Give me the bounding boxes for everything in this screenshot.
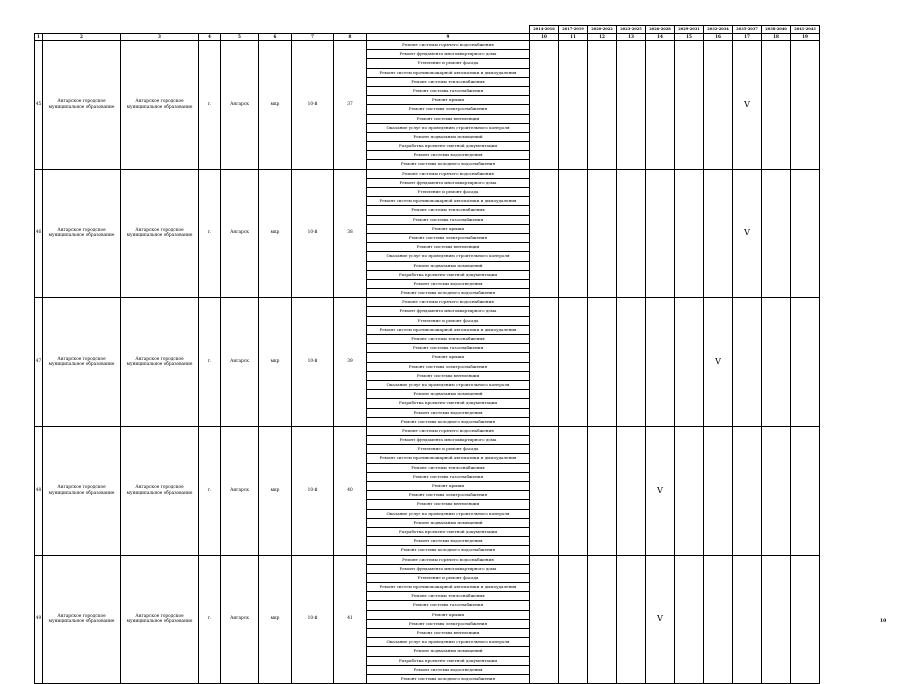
period-cell [733,298,762,427]
period-cell [588,169,617,298]
period-cell [559,169,588,298]
period-cell [588,41,617,170]
work-type-cell: Ремонт крыши [367,224,530,233]
work-type-cell: Ремонт подвальных помещений [367,647,530,656]
period-cell [791,169,820,298]
period-cell [617,41,646,170]
owner-cell: Ангарское городское муниципальное образование [121,426,199,555]
period-cell [617,426,646,555]
street-type-cell: мкр [259,555,292,684]
owner-cell: Ангарское городское муниципальное образование [121,298,199,427]
work-type-cell: Ремонт системы водоотведения [367,279,530,288]
column-number: 7 [292,34,334,41]
work-type-cell: Оказание услуг по проведению строительного контроля [367,380,530,389]
building-number-cell: 38 [334,169,367,298]
period-cell [617,298,646,427]
work-type-cell: Утепление и ремонт фасада [367,59,530,68]
work-type-cell: Ремонт системы газоснабжения [367,601,530,610]
capital-repair-program-table [34,25,820,684]
year-header: 2014-2016 [530,26,559,34]
column-number: 17 [733,34,762,41]
period-cell [559,41,588,170]
work-type-cell: Разработка проектно-сметной документации [367,142,530,151]
year-header: 2032-2034 [704,26,733,34]
period-cell [733,426,762,555]
work-type-cell: Ремонт системы горячего водоснабжения [367,169,530,178]
period-cell [791,555,820,684]
row-number-cell: 48 [35,426,43,555]
owner-cell: Ангарское городское муниципальное образование [43,169,121,298]
work-type-cell: Ремонт фундамента многоквартирного дома [367,50,530,59]
work-type-cell: Оказание услуг по проведению строительного контроля [367,638,530,647]
period-cell [791,298,820,427]
column-number: 6 [259,34,292,41]
work-type-cell: Ремонт подвальных помещений [367,390,530,399]
period-cell [791,426,820,555]
owner-cell: Ангарское городское муниципальное образование [43,555,121,684]
work-type-cell: Ремонт системы теплоснабжения [367,463,530,472]
work-type-cell: Ремонт подвальных помещений [367,132,530,141]
period-cell [704,426,733,555]
period-cell [675,555,704,684]
period-cell [762,555,791,684]
work-type-cell: Ремонт системы холодного водоснабжения [367,546,530,555]
building-number-cell: 39 [334,298,367,427]
street-type-cell: мкр [259,426,292,555]
work-type-cell: Ремонт системы электроснабжения [367,105,530,114]
work-type-cell: Ремонт подвальных помещений [367,261,530,270]
period-cell [559,426,588,555]
work-type-cell: Ремонт системы горячего водоснабжения [367,555,530,564]
street-cell: 10-й [292,169,334,298]
work-type-cell: Ремонт системы холодного водоснабжения [367,289,530,298]
work-type-cell: Ремонт крыши [367,353,530,362]
work-type-cell: Ремонт системы вентиляции [367,371,530,380]
work-type-cell: Ремонт систем противопожарной автоматики и дымоудаления [367,68,530,77]
work-type-cell: Ремонт системы газоснабжения [367,215,530,224]
years-header-row [35,26,820,34]
table-row [35,298,820,307]
work-type-cell: Ремонт системы теплоснабжения [367,206,530,215]
period-cell [646,298,675,427]
work-type-cell: Ремонт системы вентиляции [367,629,530,638]
work-type-cell: Оказание услуг по проведению строительного контроля [367,252,530,261]
work-type-cell: Ремонт системы водоотведения [367,408,530,417]
year-header: 2023-2025 [617,26,646,34]
building-number-cell: 37 [334,41,367,170]
street-cell: 10-й [292,555,334,684]
work-type-cell: Ремонт крыши [367,610,530,619]
period-cell [530,426,559,555]
work-type-cell: Ремонт системы холодного водоснабжения [367,674,530,683]
work-type-cell: Утепление и ремонт фасада [367,445,530,454]
period-cell [530,298,559,427]
work-type-cell: Ремонт системы теплоснабжения [367,592,530,601]
period-cell [704,555,733,684]
settlement-type-cell: г. [199,41,221,170]
work-type-cell: Ремонт крыши [367,482,530,491]
row-number-cell: 46 [35,169,43,298]
page-number: 10 [880,619,887,624]
table-row [35,169,820,178]
work-type-cell: Ремонт системы горячего водоснабжения [367,426,530,435]
column-number: 15 [675,34,704,41]
street-cell: 10-й [292,426,334,555]
work-type-cell: Ремонт системы водоотведения [367,665,530,674]
work-type-cell: Оказание услуг по проведению строительного контроля [367,509,530,518]
work-type-cell: Разработка проектно-сметной документации [367,527,530,536]
work-type-cell: Ремонт системы теплоснабжения [367,77,530,86]
work-type-cell: Оказание услуг по проведению строительного контроля [367,123,530,132]
work-type-cell: Ремонт системы электроснабжения [367,619,530,628]
column-number: 8 [334,34,367,41]
period-cell [675,169,704,298]
work-type-cell: Ремонт систем противопожарной автоматики и дымоудаления [367,325,530,334]
period-cell [530,555,559,684]
work-type-cell: Ремонт системы электроснабжения [367,362,530,371]
table-row [35,426,820,435]
table-body [35,26,820,684]
row-number-cell: 49 [35,555,43,684]
period-cell [559,555,588,684]
year-header: 2035-2037 [733,26,762,34]
column-number: 11 [559,34,588,41]
settlement-cell: Ангарск [221,555,259,684]
period-cell [530,169,559,298]
period-cell [762,41,791,170]
period-mark-cell: V [646,426,675,555]
work-type-cell: Ремонт систем противопожарной автоматики и дымоудаления [367,454,530,463]
row-number-cell: 47 [35,298,43,427]
year-header: 2038-2040 [762,26,791,34]
work-type-cell: Ремонт системы газоснабжения [367,86,530,95]
work-type-cell: Ремонт систем противопожарной автоматики и дымоудаления [367,197,530,206]
street-type-cell: мкр [259,298,292,427]
settlement-type-cell: г. [199,298,221,427]
period-cell [588,298,617,427]
work-type-cell: Утепление и ремонт фасада [367,316,530,325]
owner-cell: Ангарское городское муниципальное образование [43,426,121,555]
period-cell [588,555,617,684]
column-number: 16 [704,34,733,41]
column-number: 2 [43,34,121,41]
work-type-cell: Разработка проектно-сметной документации [367,270,530,279]
work-type-cell: Утепление и ремонт фасада [367,188,530,197]
period-mark-cell: V [704,298,733,427]
work-type-cell: Разработка проектно-сметной документации [367,656,530,665]
owner-cell: Ангарское городское муниципальное образование [43,41,121,170]
owner-cell: Ангарское городское муниципальное образование [121,169,199,298]
table-row [35,41,820,50]
owner-cell: Ангарское городское муниципальное образование [121,41,199,170]
work-type-cell: Ремонт системы вентиляции [367,114,530,123]
settlement-cell: Ангарск [221,41,259,170]
column-number: 14 [646,34,675,41]
period-cell [617,169,646,298]
work-type-cell: Ремонт фундамента многоквартирного дома [367,564,530,573]
column-number: 1 [35,34,43,41]
work-type-cell: Ремонт системы холодного водоснабжения [367,417,530,426]
period-cell [675,426,704,555]
table-row [35,555,820,564]
street-type-cell: мкр [259,41,292,170]
period-mark-cell: V [733,41,762,170]
column-number: 9 [367,34,530,41]
period-cell [646,41,675,170]
year-header: 2020-2022 [588,26,617,34]
street-cell: 10-й [292,298,334,427]
work-type-cell: Ремонт крыши [367,96,530,105]
settlement-cell: Ангарск [221,298,259,427]
period-mark-cell: V [646,555,675,684]
period-cell [530,41,559,170]
column-number-row [35,34,820,41]
period-cell [762,426,791,555]
column-number: 4 [199,34,221,41]
column-number: 10 [530,34,559,41]
row-number-cell: 45 [35,41,43,170]
column-number: 13 [617,34,646,41]
column-number: 12 [588,34,617,41]
year-header: 2041-2043 [791,26,820,34]
column-number: 3 [121,34,199,41]
work-type-cell: Ремонт системы газоснабжения [367,344,530,353]
work-type-cell: Ремонт системы горячего водоснабжения [367,41,530,50]
year-header: 2029-2031 [675,26,704,34]
year-header: 2017-2019 [559,26,588,34]
period-cell [762,298,791,427]
period-cell [762,169,791,298]
period-cell [791,41,820,170]
work-type-cell: Ремонт фундамента многоквартирного дома [367,436,530,445]
work-type-cell: Ремонт системы вентиляции [367,243,530,252]
settlement-type-cell: г. [199,426,221,555]
street-cell: 10-й [292,41,334,170]
work-type-cell: Ремонт системы горячего водоснабжения [367,298,530,307]
work-type-cell: Ремонт системы электроснабжения [367,233,530,242]
program-table-sheet [34,25,820,684]
work-type-cell: Разработка проектно-сметной документации [367,399,530,408]
work-type-cell: Ремонт фундамента многоквартирного дома [367,307,530,316]
settlement-type-cell: г. [199,169,221,298]
settlement-type-cell: г. [199,555,221,684]
building-number-cell: 41 [334,555,367,684]
street-type-cell: мкр [259,169,292,298]
column-number: 18 [762,34,791,41]
period-cell [646,169,675,298]
period-cell [704,169,733,298]
building-number-cell: 40 [334,426,367,555]
work-type-cell: Ремонт системы теплоснабжения [367,335,530,344]
settlement-cell: Ангарск [221,169,259,298]
work-type-cell: Ремонт системы вентиляции [367,500,530,509]
work-type-cell: Ремонт системы газоснабжения [367,472,530,481]
year-header: 2026-2028 [646,26,675,34]
period-cell [675,298,704,427]
work-type-cell: Ремонт фундамента многоквартирного дома [367,178,530,187]
owner-cell: Ангарское городское муниципальное образование [43,298,121,427]
work-type-cell: Утепление и ремонт фасада [367,573,530,582]
period-cell [704,41,733,170]
work-type-cell: Ремонт системы водоотведения [367,537,530,546]
period-cell [559,298,588,427]
period-mark-cell: V [733,169,762,298]
period-cell [675,41,704,170]
owner-cell: Ангарское городское муниципальное образование [121,555,199,684]
column-number: 5 [221,34,259,41]
period-cell [617,555,646,684]
work-type-cell: Ремонт системы электроснабжения [367,491,530,500]
work-type-cell: Ремонт системы холодного водоснабжения [367,160,530,169]
settlement-cell: Ангарск [221,426,259,555]
work-type-cell: Ремонт систем противопожарной автоматики и дымоудаления [367,583,530,592]
period-cell [588,426,617,555]
period-cell [733,555,762,684]
work-type-cell: Ремонт подвальных помещений [367,518,530,527]
column-number: 19 [791,34,820,41]
work-type-cell: Ремонт системы водоотведения [367,151,530,160]
